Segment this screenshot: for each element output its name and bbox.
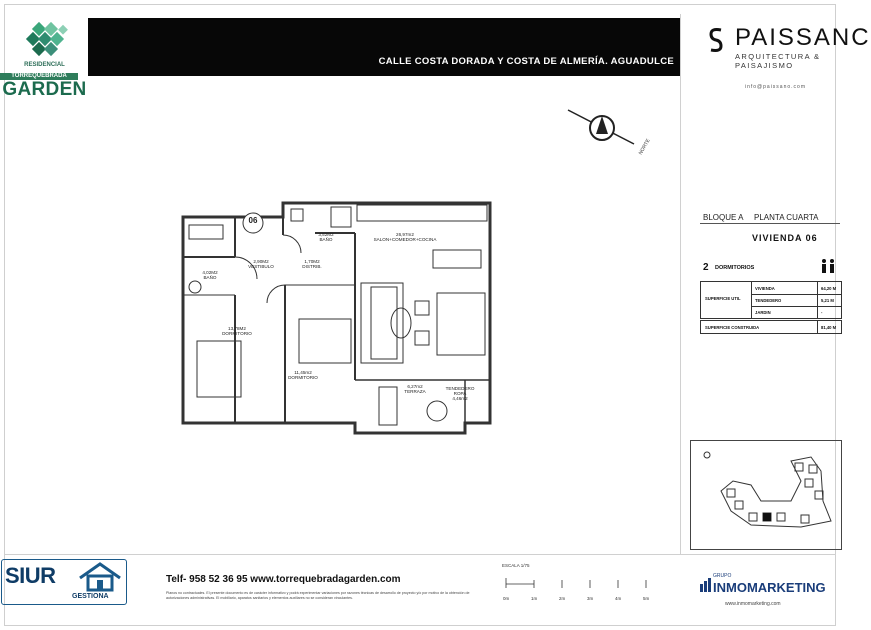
- vivienda-label: VIVIENDA 06: [752, 233, 818, 243]
- superficie-util-label: SUPERFICIE UTIL: [705, 296, 741, 301]
- logo-residencial-text: RESIDENCIAL: [24, 62, 65, 68]
- header-address: CALLE COSTA DORADA Y COSTA DE ALMERÍA. AGUADULCE: [378, 56, 674, 67]
- siur-logo-text: SIUR: [5, 563, 56, 588]
- scale-label: ESCALA 1/75: [502, 563, 530, 568]
- contact-line: Telf- 958 52 36 95 www.torrequebradagarden.com: [166, 574, 401, 585]
- dorm-label: DORMITORIOS: [715, 265, 755, 271]
- row-jardin-value: -: [821, 310, 823, 315]
- room-label-dorm2: 11,45m2 DORMITORIO: [288, 370, 318, 380]
- room-label-terraza: 6,27m2 TERRAZA: [404, 384, 426, 394]
- locator-map: [690, 440, 842, 550]
- site-plan-icon: [691, 441, 841, 549]
- siur-sub-text: GESTIONA: [72, 593, 109, 600]
- superficie-construida-value: 81,40 M: [821, 325, 837, 330]
- unit-number: 06: [248, 216, 258, 225]
- dorm-count: 2: [703, 262, 709, 273]
- logo-band-text: TORREQUEBRADA: [0, 73, 78, 80]
- residencial-logo-icon: [20, 22, 72, 62]
- people-icon: [820, 258, 838, 274]
- house-icon: [78, 562, 122, 592]
- north-arrow-icon: [562, 104, 642, 166]
- architect-email: info@paissano.com: [745, 84, 806, 90]
- disclaimer-note: Planos no contractuales. El presente documento es de carácter informativo y podrá experimentar variaciones por razones técnicas de desarrollo de proyecto y/o por motivo de la obtención de autorizaciones administrativas. El mobiliario, aparatos sanitarios y elementos auxiliares no se consideran vinculantes.: [166, 591, 470, 600]
- paissano-logo-icon: [707, 26, 725, 54]
- room-label-bano2: 4,02M2 BAÑO: [202, 270, 218, 280]
- superficie-construida-label: SUPERFICIE CONSTRUIDA: [705, 325, 760, 330]
- scale-tick-0: 0m: [503, 596, 510, 601]
- room-label-salon: 26,97m2 SALON+COMEDOR+COCINA: [373, 232, 437, 242]
- planta-label: PLANTA CUARTA: [754, 213, 819, 222]
- row-tendedero-label: TENDEDERO: [755, 298, 782, 303]
- room-label-tendedero: TENDEDERO ROPA 4,46m2: [445, 386, 475, 401]
- row-tendedero-value: 5,21 M: [821, 298, 834, 303]
- bloque-label: BLOQUE A: [703, 213, 744, 222]
- row-jardin-label: JARDIN: [755, 310, 771, 315]
- scale-tick-5: 5m: [643, 596, 650, 601]
- info-rule: [700, 223, 840, 224]
- inmo-grupo: GRUPO: [713, 573, 732, 579]
- scale-tick-3: 3m: [587, 596, 594, 601]
- inmo-name: INMOMARKETING: [713, 580, 826, 595]
- scale-bar: [500, 572, 660, 594]
- header-band: [88, 18, 680, 76]
- scale-tick-2: 2m: [559, 596, 566, 601]
- footer-divider: [4, 554, 836, 555]
- architect-name: PAISSANC: [735, 24, 871, 51]
- scale-tick-1: 1m: [531, 596, 538, 601]
- architect-tagline: ARQUITECTURA & PAISAJISMO: [735, 52, 821, 70]
- room-label-dorm1: 13,78M2 DORMITORIO: [222, 326, 252, 336]
- superficie-construida-table: [700, 320, 842, 334]
- logo-garden-text: GARDEN: [2, 79, 87, 100]
- superficie-util-table: [700, 281, 842, 319]
- room-label-bano1: 3,52M2 BAÑO: [318, 232, 334, 242]
- room-label-distrib: 1,70M2 DISTRIB.: [302, 259, 322, 269]
- row-vivienda-label: VIVIENDA: [755, 286, 775, 291]
- north-label: NORTE: [637, 137, 652, 157]
- inmomarketing-logo-icon: [700, 578, 712, 592]
- row-vivienda-value: 64,20 M: [821, 286, 837, 291]
- column-divider: [680, 14, 681, 554]
- inmo-url: www.inmomarketing.com: [725, 601, 781, 607]
- scale-tick-4: 4m: [615, 596, 622, 601]
- room-label-vestibulo: 2,90M2 VESTIBULO: [248, 259, 274, 269]
